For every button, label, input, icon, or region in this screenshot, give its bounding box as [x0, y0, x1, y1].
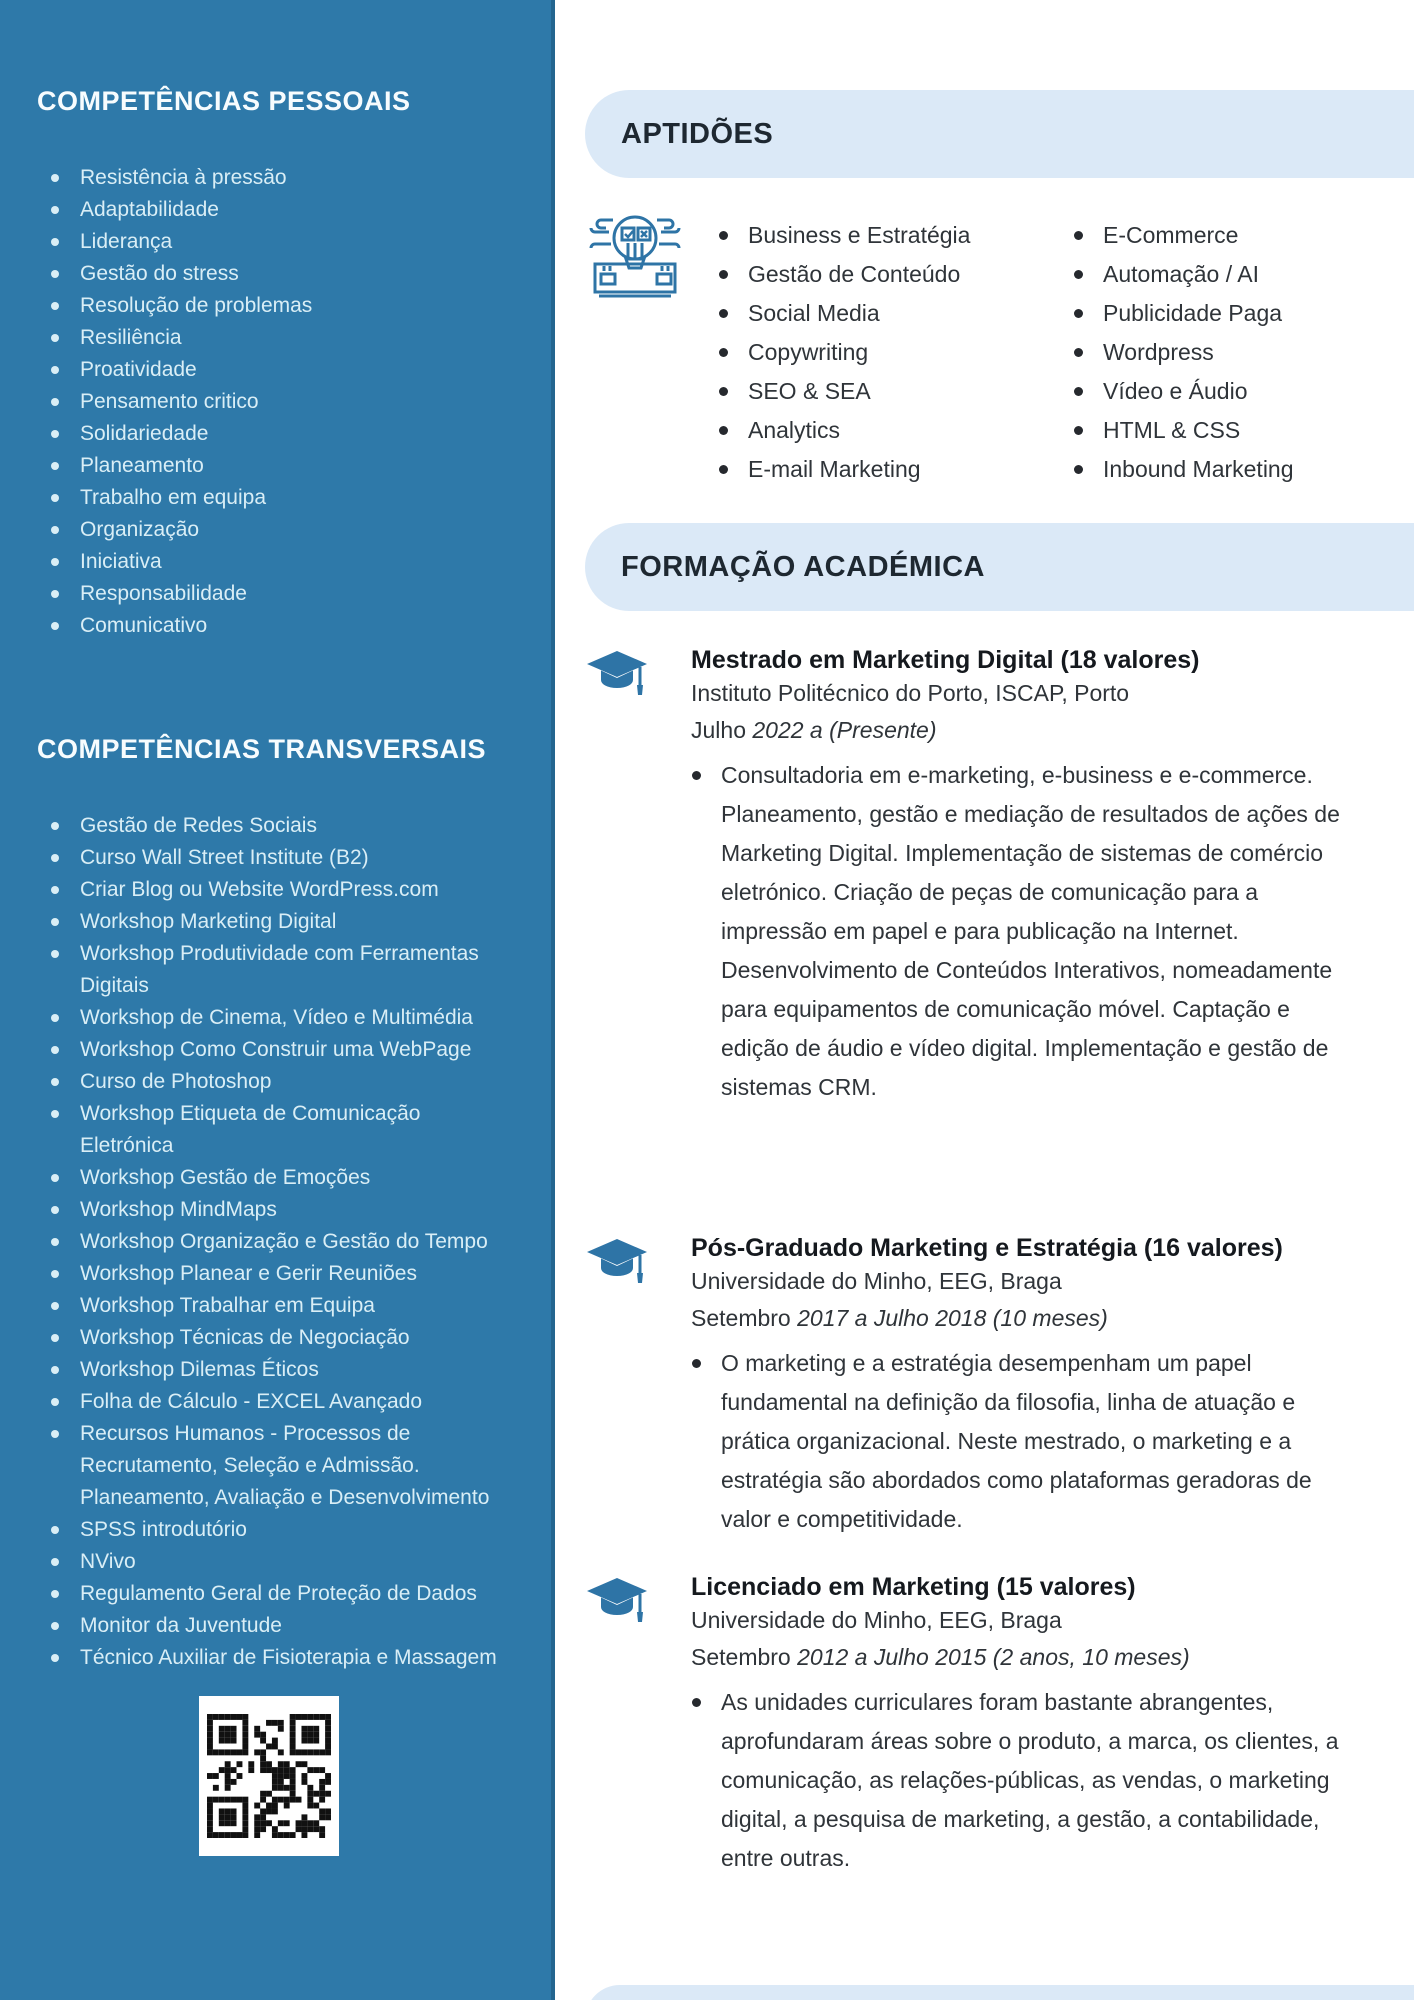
list-item: Resolução de problemas — [37, 290, 501, 322]
degree-description-list — [691, 1344, 1351, 1539]
list-item: Responsabilidade — [37, 578, 501, 610]
list-item: Pensamento critico — [37, 386, 501, 418]
date-range — [691, 712, 1325, 749]
date-range — [691, 1300, 1325, 1337]
main-content — [559, 0, 1414, 2000]
list-item: Adaptabilidade — [37, 194, 501, 226]
list-item: Curso Wall Street Institute (B2) — [37, 842, 501, 874]
degree-description: As unidades curriculares foram bastante abrangentes, aprofundaram áreas sobre o produto, a marca, os clientes, a comunicação, as relações-públicas, as vendas, o marketing digital, a pesquisa de marketing, a gestão, a contabilidade, entre outras. — [691, 1683, 1351, 1878]
date-prefix: Setembro — [691, 1305, 798, 1331]
list-item: Recursos Humanos - Processos de Recrutamento, Seleção e Admissão. Planeamento, Avaliação e Desenvolvimento — [37, 1418, 501, 1514]
transversal-competencies-list — [37, 810, 501, 1674]
transversal-competencies-title: COMPETÊNCIAS TRANSVERSAIS — [37, 734, 487, 764]
list-item: Resiliência — [37, 322, 501, 354]
list-item: Organização — [37, 514, 501, 546]
skill-item: Copywriting — [717, 333, 1057, 372]
institution: Universidade do Minho, EEG, Braga — [691, 1607, 1062, 1633]
degree-description: Consultadoria em e-marketing, e-business e e-commerce. Planeamento, gestão e mediação de resultados de ações de Marketing Digital. Implementação de sistemas de comércio eletrónico. Criação de peças de comunicação para a impressão em papel e para publicação na Internet. Desenvolvimento de Conteúdos Interativos, nomeadamente para equipamentos de comunicação móvel. Captação e edição de áudio e vídeo digital. Implementação e gestão de sistemas CRM. — [691, 756, 1351, 1107]
list-item: Trabalho em equipa — [37, 482, 501, 514]
degree-description: O marketing e a estratégia desempenham um papel fundamental na definição da filosofia, linha de atuação e prática organizacional. Neste mestrado, o marketing e a estratégia são abordados como plataformas geradoras de valor e competitividade. — [691, 1344, 1351, 1539]
list-item: Comunicativo — [37, 610, 501, 642]
list-item: Gestão de Redes Sociais — [37, 810, 501, 842]
graduation-cap-icon — [585, 1574, 649, 1632]
education-entry — [585, 645, 1340, 1107]
institution: Instituto Politécnico do Porto, ISCAP, Porto — [691, 680, 1130, 706]
degree-description-list — [691, 1683, 1351, 1878]
list-item: Solidariedade — [37, 418, 501, 450]
aptidoes-column-2 — [1072, 216, 1412, 489]
list-item: Workshop Etiqueta de Comunicação Eletrónica — [37, 1098, 501, 1162]
qr-code — [199, 1696, 339, 1856]
list-item: Monitor da Juventude — [37, 1610, 501, 1642]
qr-code-image — [207, 1714, 331, 1838]
degree-title: Pós-Graduado Marketing e Estratégia (16 valores) — [691, 1234, 1283, 1262]
education-entry — [585, 1233, 1325, 1539]
education-entry-body — [691, 1572, 1339, 1878]
aptidoes-title: APTIDÕES — [621, 117, 774, 150]
section-band-aptidoes — [585, 90, 1414, 178]
education-entry-body — [691, 1233, 1325, 1539]
skill-item: Social Media — [717, 294, 1057, 333]
list-item: Curso de Photoshop — [37, 1066, 501, 1098]
date-prefix: Setembro — [691, 1644, 798, 1670]
skill-item: SEO & SEA — [717, 372, 1057, 411]
skill-item: E-mail Marketing — [717, 450, 1057, 489]
degree-description-list — [691, 756, 1351, 1107]
list-item: Proatividade — [37, 354, 501, 386]
section-band-formacao — [585, 523, 1414, 611]
list-item: Iniciativa — [37, 546, 501, 578]
section-band-cutoff — [585, 1985, 1414, 2000]
list-item: Técnico Auxiliar de Fisioterapia e Massagem — [37, 1642, 501, 1674]
education-entry-body — [691, 645, 1340, 1107]
list-item: Workshop Como Construir uma WebPage — [37, 1034, 501, 1066]
list-item: Workshop Marketing Digital — [37, 906, 501, 938]
list-item: Workshop MindMaps — [37, 1194, 501, 1226]
list-item: Regulamento Geral de Proteção de Dados — [37, 1578, 501, 1610]
list-item: Workshop Produtividade com Ferramentas Digitais — [37, 938, 501, 1002]
date-italic: 2017 a Julho 2018 (10 meses) — [797, 1305, 1108, 1331]
skill-item: Gestão de Conteúdo — [717, 255, 1057, 294]
aptidoes-column-1 — [717, 216, 1057, 489]
institution: Universidade do Minho, EEG, Braga — [691, 1268, 1062, 1294]
personal-competencies-list — [37, 162, 501, 642]
list-item: Folha de Cálculo - EXCEL Avançado — [37, 1386, 501, 1418]
skill-item: HTML & CSS — [1072, 411, 1412, 450]
date-range — [691, 1639, 1325, 1676]
list-item: Liderança — [37, 226, 501, 258]
list-item: Workshop de Cinema, Vídeo e Multimédia — [37, 1002, 501, 1034]
list-item: Criar Blog ou Website WordPress.com — [37, 874, 501, 906]
list-item: Workshop Gestão de Emoções — [37, 1162, 501, 1194]
graduation-cap-icon — [585, 647, 649, 705]
skill-item: Automação / AI — [1072, 255, 1412, 294]
sidebar — [0, 0, 555, 2000]
skill-item: Publicidade Paga — [1072, 294, 1412, 333]
list-item: Workshop Organização e Gestão do Tempo — [37, 1226, 501, 1258]
list-item: SPSS introdutório — [37, 1514, 501, 1546]
degree-title: Mestrado em Marketing Digital (18 valores) — [691, 646, 1200, 674]
list-item: Planeamento — [37, 450, 501, 482]
degree-title: Licenciado em Marketing (15 valores) — [691, 1573, 1136, 1601]
date-prefix: Julho — [691, 717, 753, 743]
date-italic: 2022 a (Presente) — [752, 717, 937, 743]
date-italic: 2012 a Julho 2015 (2 anos, 10 meses) — [797, 1644, 1190, 1670]
list-item: Workshop Dilemas Éticos — [37, 1354, 501, 1386]
list-item: Gestão do stress — [37, 258, 501, 290]
skill-item: Analytics — [717, 411, 1057, 450]
skill-item: Business e Estratégia — [717, 216, 1057, 255]
skill-item: Inbound Marketing — [1072, 450, 1412, 489]
graduation-cap-icon — [585, 1235, 649, 1293]
skill-item: Vídeo e Áudio — [1072, 372, 1412, 411]
list-item: Workshop Técnicas de Negociação — [37, 1322, 501, 1354]
list-item: Workshop Trabalhar em Equipa — [37, 1290, 501, 1322]
skill-item: E-Commerce — [1072, 216, 1412, 255]
list-item: Resistência à pressão — [37, 162, 501, 194]
list-item: NVivo — [37, 1546, 501, 1578]
formacao-title: FORMAÇÃO ACADÉMICA — [621, 550, 985, 583]
education-entry — [585, 1572, 1339, 1878]
personal-competencies-title: COMPETÊNCIAS PESSOAIS — [37, 86, 411, 116]
skills-lightbulb-icon — [585, 212, 687, 302]
list-item: Workshop Planear e Gerir Reuniões — [37, 1258, 501, 1290]
skill-item: Wordpress — [1072, 333, 1412, 372]
